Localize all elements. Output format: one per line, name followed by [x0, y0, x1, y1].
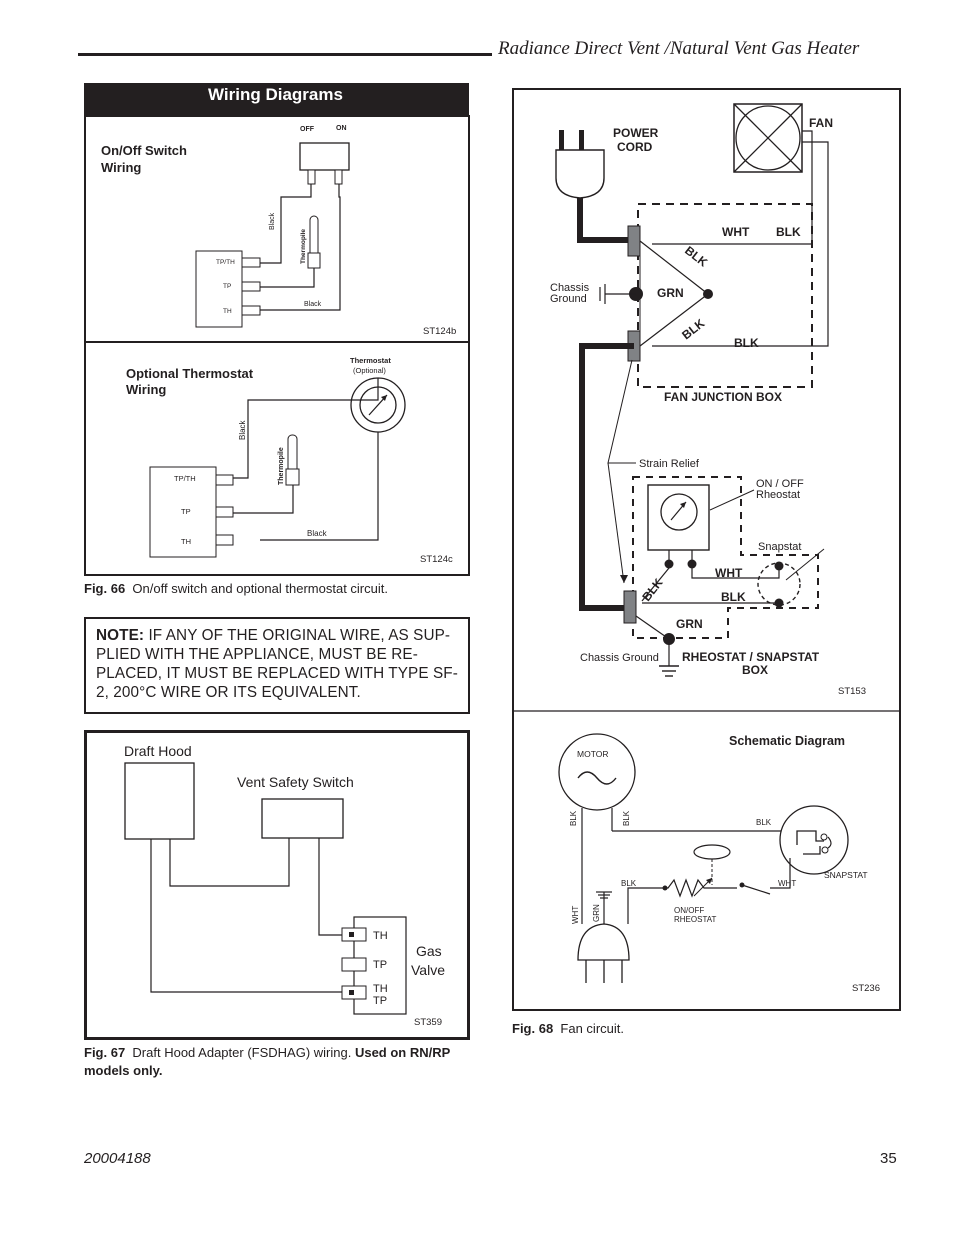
- fig68-caption-text: Fan circuit.: [560, 1021, 624, 1036]
- note-text: IF ANY OF THE ORIGINAL WIRE, AS SUP-PLIED WITH THE APPLIANCE, MUST BE RE-PLACED, IT MUST BE REPLACED WITH TYPE SF-2, 200°C WIRE OR ITS EQUIVALENT.: [96, 627, 458, 701]
- fig66-caption-label: Fig. 66: [84, 581, 126, 596]
- wire-black-label-4: Black: [307, 529, 327, 538]
- fig66-caption-text: On/off switch and optional thermostat circuit.: [132, 581, 388, 596]
- chassis-ground-label: Chassis Ground: [580, 652, 659, 664]
- schematic-wht-2: WHT: [778, 879, 797, 888]
- vent-switch-label: Vent Safety Switch: [237, 774, 354, 790]
- note-label: NOTE:: [96, 627, 145, 644]
- power-cord-plug: [556, 150, 604, 198]
- thermostat-label-1: Thermostat: [350, 356, 391, 365]
- drawing-code-st124c: ST124c: [420, 554, 453, 565]
- snapstat-label: Snapstat: [758, 541, 802, 553]
- blk-diag-label-1: BLK: [682, 243, 711, 270]
- fan-junction-box-label: FAN JUNCTION BOX: [664, 390, 783, 404]
- schematic-blk-2: BLK: [622, 810, 631, 826]
- on-off-switch: [300, 143, 349, 170]
- wire-black-label-3: Black: [238, 420, 247, 440]
- tpth-terminal-label: TP/TH: [216, 259, 235, 266]
- draft-hood-label: Draft Hood: [124, 743, 192, 759]
- rheostat-box-label-1: RHEOSTAT / SNAPSTAT: [682, 650, 820, 664]
- blk-label: BLK: [776, 225, 801, 239]
- fig67-diagram: [84, 730, 470, 1040]
- fig68-diagram: [512, 88, 901, 1011]
- drawing-code-st359: ST359: [414, 1017, 442, 1028]
- drawing-code-st236: ST236: [852, 983, 880, 994]
- schematic-onoff-label-1: ON/OFF: [674, 906, 705, 915]
- schematic-onoff-label-2: RHEOSTAT: [674, 915, 717, 924]
- valve-th-label-2: TH: [373, 983, 388, 995]
- document-title: Radiance Direct Vent /Natural Vent Gas Heater: [498, 38, 860, 59]
- switch-off-label: OFF: [300, 126, 314, 133]
- valve-tp-label: TP: [373, 959, 388, 971]
- schematic-blk-1: BLK: [569, 810, 578, 826]
- power-cord-label-2: CORD: [617, 140, 653, 154]
- strain-relief-label: Strain Relief: [639, 458, 699, 470]
- schematic-blk-3: BLK: [756, 818, 772, 827]
- gas-label: Gas: [416, 943, 442, 959]
- footer-page-number: 35: [880, 1150, 897, 1167]
- rheostat-knob: [694, 845, 730, 859]
- tp-terminal-label: TP: [223, 283, 232, 290]
- panel-a-title-2: Wiring: [101, 160, 142, 175]
- wire-black-label-2: Black: [304, 301, 322, 308]
- valve-th-label: TH: [373, 930, 388, 942]
- motor-label: MOTOR: [577, 749, 609, 759]
- fig67-caption: [84, 1044, 454, 1080]
- grn-label-2: GRN: [676, 617, 703, 631]
- grn-label: GRN: [657, 286, 684, 300]
- fig67-caption-text: Draft Hood Adapter (FSDHAG) wiring.: [132, 1045, 352, 1060]
- tp-terminal-label-b: TP: [181, 507, 191, 516]
- panel-b-title-2: Wiring: [126, 382, 167, 397]
- schematic-wht: WHT: [571, 905, 580, 924]
- drawing-code-st124b: ST124b: [423, 326, 457, 337]
- onoff-rheostat-label-1: ON / OFF: [756, 478, 804, 490]
- blk-diag-label-2: BLK: [679, 316, 708, 343]
- draft-hood: [125, 763, 194, 839]
- fig67-caption-bold: Used on RN/RP models only.: [84, 1045, 451, 1078]
- schematic-snapstat-label: SNAPSTAT: [824, 870, 868, 880]
- valve-tp-label-2: TP: [373, 995, 388, 1007]
- thermopile-label-b: Thermopile: [278, 447, 285, 485]
- schematic-blk-4: BLK: [621, 879, 637, 888]
- switch-on-label: ON: [336, 125, 347, 132]
- footer-doc-number: 20004188: [84, 1150, 151, 1167]
- panel-b-title-1: Optional Thermostat: [126, 366, 254, 381]
- power-cord-label-1: POWER: [613, 126, 659, 140]
- th-terminal-label-b: TH: [181, 537, 191, 546]
- blk-label-3: BLK: [721, 590, 746, 604]
- thermopile-label: Thermopile: [300, 228, 307, 264]
- vent-safety-switch: [262, 799, 343, 838]
- fig66-caption: [84, 580, 388, 598]
- drawing-code-st153: ST153: [838, 686, 866, 697]
- panel-a-title-1: On/Off Switch: [101, 143, 187, 158]
- motor-icon: [559, 734, 635, 810]
- wht-label-2: WHT: [715, 566, 743, 580]
- schematic-plug: [578, 924, 629, 960]
- fig68-caption: [512, 1020, 624, 1038]
- fig68-caption-label: Fig. 68: [512, 1021, 554, 1036]
- th-terminal-label: TH: [223, 308, 232, 315]
- chassis-ground-label-2: Ground: [550, 293, 587, 305]
- wire-black-label-1: Black: [269, 212, 276, 230]
- schematic-title: Schematic Diagram: [729, 734, 846, 748]
- blk-label-2: BLK: [734, 336, 759, 350]
- fig66-diagram: [84, 115, 470, 576]
- thermostat-label-2: (Optional): [353, 366, 386, 375]
- fan-label: FAN: [809, 116, 833, 130]
- onoff-rheostat-label-2: Rheostat: [756, 489, 801, 501]
- blk-diag-label-3: BLK: [639, 575, 666, 604]
- section-title: Wiring Diagrams: [84, 83, 469, 115]
- fig67-caption-label: Fig. 67: [84, 1045, 126, 1060]
- tpth-terminal-label-b: TP/TH: [174, 474, 196, 483]
- note-box: [84, 617, 470, 714]
- schematic-grn: GRN: [592, 904, 601, 922]
- chassis-ground-label-1: Chassis: [550, 282, 590, 294]
- wht-label: WHT: [722, 225, 750, 239]
- valve-label: Valve: [411, 962, 445, 978]
- header-rule: [78, 53, 492, 56]
- rheostat-box-label-2: BOX: [742, 663, 769, 677]
